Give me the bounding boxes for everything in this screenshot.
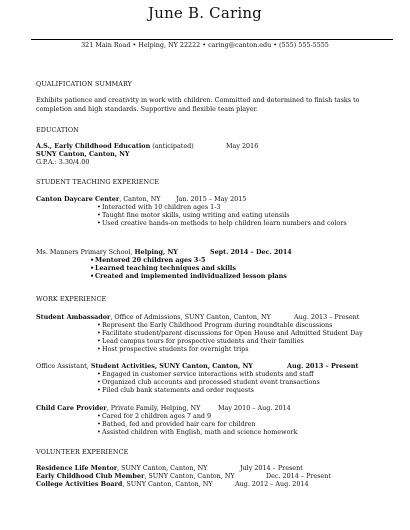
volunteer-item-date: July 2014 – Present xyxy=(240,464,303,472)
st-job1-org: Canton Daycare Center xyxy=(36,195,120,203)
list-item: • Bathed, fed and provided hair care for children xyxy=(102,420,256,428)
volunteer-item-loc: , SUNY Canton, Canton, NY xyxy=(144,472,235,480)
work-job2-loc: Student Activities, SUNY Canton, Canton, NY xyxy=(90,362,253,370)
education-degree-note: (anticipated) xyxy=(150,142,194,150)
st-job1-date: Jan. 2015 – May 2015 xyxy=(176,195,247,203)
volunteer-item-title: Residence Life Mentor xyxy=(36,464,118,472)
list-item: • Assisted children with English, math and science homework xyxy=(102,428,297,436)
work-job2-line xyxy=(36,362,253,370)
education-degree-line xyxy=(36,142,194,150)
volunteer-item-title: Early Childhood Club Member xyxy=(36,472,145,480)
list-item: • Lead campus tours for prospective students and their families xyxy=(102,337,304,345)
list-item: • Interacted with 10 children ages 1-3 xyxy=(102,203,220,211)
list-item: • Taught fine motor skills, using writing and eating utensils xyxy=(102,211,290,219)
volunteer-item-title: College Activities Board xyxy=(36,480,123,488)
volunteer-item-date: Dec. 2014 – Present xyxy=(266,472,331,480)
volunteer-item-loc: , SUNY Canton, Canton, NY xyxy=(117,464,208,472)
st-job2-line xyxy=(36,248,178,256)
st-job1-line xyxy=(36,195,161,203)
list-item: • Host prospective students for overnight trips xyxy=(102,345,249,353)
list-item: • Mentored 20 children ages 3-5 xyxy=(95,256,205,264)
qualification-text: Exhibits patience and creativity in work with children. Committed and determined to finish tasks to completion and high standards. Supportive and flexible team player. xyxy=(36,96,360,113)
work-job2-date: Aug. 2013 – Present xyxy=(287,362,359,370)
volunteer-item-line xyxy=(36,480,213,488)
list-item: • Learned teaching techniques and skills xyxy=(95,264,236,272)
work-job2-title: Office Assistant, xyxy=(36,362,91,370)
work-job1-loc: , Office of Admissions, SUNY Canton, Canton, NY xyxy=(110,313,271,321)
list-item: • Cared for 2 children ages 7 and 9 xyxy=(102,412,211,420)
education-date: May 2016 xyxy=(226,142,259,150)
list-item: • Filed club bank statements and order requests xyxy=(102,386,254,394)
work-job1-title: Student Ambassador xyxy=(36,313,111,321)
list-item: • Facilitate student/parent discussions for Open House and Admitted Student Day xyxy=(102,329,363,337)
education-heading: EDUCATION xyxy=(36,126,79,134)
list-item: • Represent the Early Childhood Program during roundtable discussions xyxy=(102,321,332,329)
work-job1-line xyxy=(36,313,271,321)
volunteer-item-line xyxy=(36,472,235,480)
work-job1-date: Aug. 2013 – Present xyxy=(294,313,360,321)
education-school: SUNY Canton, Canton, NY xyxy=(36,150,130,158)
volunteer-item-line xyxy=(36,464,207,472)
header-divider xyxy=(31,39,393,40)
qualification-heading: QUALIFICATION SUMMARY xyxy=(36,80,132,88)
work-heading: WORK EXPERIENCE xyxy=(36,295,107,303)
work-job3-loc: , Private Family, Helping, NY xyxy=(106,404,201,412)
resume-name: June B. Caring xyxy=(148,4,262,22)
list-item: • Used creative hands-on methods to help children learn numbers and colors xyxy=(102,219,347,227)
list-item: • Engaged in customer service interactions with students and staff xyxy=(102,370,314,378)
work-job3-date: May 2010 – Aug. 2014 xyxy=(218,404,291,412)
volunteer-heading: VOLUNTEER EXPERIENCE xyxy=(36,448,129,456)
education-degree: A.S., Early Childhood Education xyxy=(36,142,151,150)
st-job2-loc: Helping, NY xyxy=(134,248,178,256)
work-job3-title: Child Care Provider xyxy=(36,404,107,412)
work-job3-line xyxy=(36,404,200,412)
volunteer-item-loc: , SUNY Canton, Canton, NY xyxy=(122,480,213,488)
list-item: • Organized club accounts and processed student event transactions xyxy=(102,378,320,386)
list-item: • Created and implemented individualized lesson plans xyxy=(95,272,287,280)
st-job2-org: Ms. Manners Primary School, xyxy=(36,248,135,256)
volunteer-item-date: Aug. 2012 – Aug. 2014 xyxy=(235,480,309,488)
student-teaching-heading: STUDENT TEACHING EXPERIENCE xyxy=(36,178,159,186)
st-job1-loc: , Canton, NY xyxy=(119,195,161,203)
st-job2-date: Sept. 2014 – Dec. 2014 xyxy=(210,248,292,256)
contact-line: 321 Main Road • Helping, NY 22222 • caring@canton.edu • (555) 555-5555 xyxy=(81,41,329,49)
education-gpa: G.P.A.: 3.30/4.00 xyxy=(36,158,90,166)
